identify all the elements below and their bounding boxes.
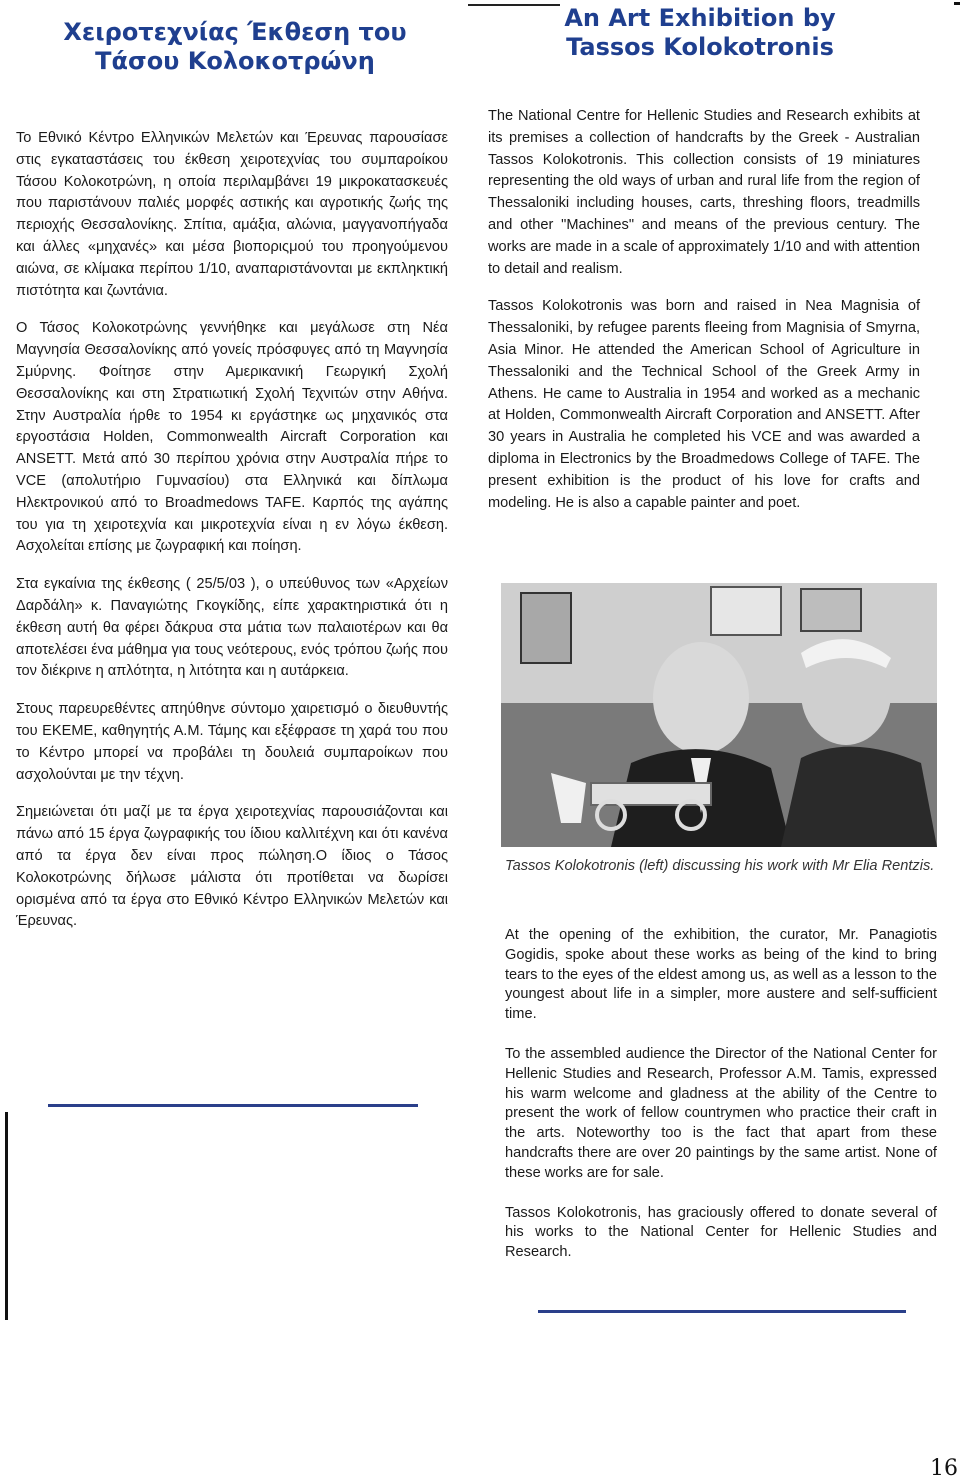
greek-paragraph: Σημειώνεται ότι μαζί με τα έργα χειροτεχνίας παρουσιάζονται και πάνω από 15 έργα ζωγραφικής του ίδιου καλλιτέχνη και ότι κανένα από τα έργα δεν είναι προς πώληση.Ο ίδιος ο Τάσος Κολοκοτρώνης δήλωσε μάλιστα ότι προτίθεται να δωρίσει ορισμένα από τα έργα στο Εθνικό Κέντρο Ελληνικών Μελετών και Έρευνας. [16, 804, 448, 930]
english-article-column-top [488, 106, 920, 530]
english-title [500, 4, 900, 62]
greek-paragraph: Στα εγκαίνια της έκθεσης ( 25/5/03 ), ο υπεύθυνος των «Αρχείων Δαρδάλη» κ. Παναγιώτης Γκογκίδης, είπε χαρακτηριστικά ότι η έκθεση αυτή θα φέρει δάκρυα στα μάτια των παλαιοτέρων και θα αποτελέσει ένα μάθημα για τους νεότερους, ενός τρόπου ζωής που τον διέκρινε η απλότητα, η λιτότητα και η αυτάρκεια. [16, 576, 448, 680]
english-end-rule [538, 1310, 906, 1313]
greek-title-line-2: Τάσου Κολοκοτρώνη [95, 46, 375, 75]
greek-paragraph: Στους παρευρεθέντες απηύθηνε σύντομο χαιρετισμό ο διευθυντής του ΕΚΕΜΕ, καθηγητής Α.Μ. Τάμης και εξέφρασε τη χαρά του που το Κέντρο μπορεί να προβάλει τη δουλειά συμπαροίκων που ασχολούνται με την τέχνη. [16, 701, 448, 783]
greek-article-column [16, 128, 448, 949]
english-paragraph: To the assembled audience the Director of the National Center for Hellenic Studies and Research, Professor A.M. Tamis, expressed his warm welcome and gladness at the ability of the Centre to present the work of fellow countrymen who practice their craft in the arts. Noteworthy too is the fact that apart from these handcrafts there are over 20 paintings by the same artist. None of these works are for sale. [505, 1045, 937, 1181]
corner-mark [954, 2, 960, 5]
greek-paragraph: Το Εθνικό Κέντρο Ελληνικών Μελετών και Έρευνας παρουσίασε στις εγκαταστάσεις του έκθεση χειροτεχνίας του συμπαροίκου Τάσου Κολοκοτρώνη, η οποία περιλαμβάνει 19 μικροκατασκευές που παριστάνουν παλιές μορφές αστικής και αγροτικής ζωής της περιοχής Θεσσαλονίκης. Σπίτια, αμάξια, αλώνια, μαγγανοπήγαδα και άλλες «μηχανές» και μέσα βιοποριςμού του προηγούμενου αιώνα, σε κλίμακα περίπου 1/10, αναπαριστάνονται με εκπληκτική πιστότητα και ζωντάνια. [16, 130, 448, 299]
greek-title-line-1: Χειροτεχνίας Έκθεση του [63, 18, 407, 46]
page-number: 16 [930, 1456, 958, 1481]
greek-title [20, 18, 450, 76]
margin-bar [5, 1112, 8, 1320]
photo-caption: Tassos Kolokotronis (left) discussing his work with Mr Elia Rentzis. [505, 858, 935, 874]
english-paragraph: The National Centre for Hellenic Studies and Research exhibits at its premises a collection of handcrafts by the Greek - Australian Tassos Kolokotronis. This collection consists of 19 miniatures representing the old ways of urban and rural life from the region of Thessaloniki including houses, carts, threshing floors, treadmills and other "Machines" and means of the previous century. The works are made in a scale of approximately 1/10 and with attention to detail and realism. [488, 108, 920, 277]
english-title-line-2: Tassos Kolokotronis [566, 32, 834, 61]
english-article-column-bottom [505, 926, 937, 1283]
greek-paragraph: Ο Τάσος Κολοκοτρώνης γεννήθηκε και μεγάλωσε στη Νέα Μαγνησία Θεσσαλονίκης από γονείς πρόσφυγες από τη Μαγνησία Σμύρνης. Φοίτησε στην Αμερικανική Γεωργική Σχολή Θεσσαλονίκης και στη Στρατιωτική Σχολή Τεχνιτών στην Αθήνα. Στην Αυστραλία ήρθε το 1954 κι εργάστηκε ως μηχανικός στα εργοστάσια Holden, Commonwealth Aircraft Corporation και ANSETT. Μετά από 30 περίπου χρόνια στην Αυστραλία πήρε το VCE (απολυτήριο Γυμνασίου) στα Ελληνικά και δίπλωμα Ηλεκτρονικού από το Broadmedows TAFE. Καρπός της αγάπης του για τη χειροτεχνία και μικροτεχνία είναι η εν λόγω έκθεση. Ασχολείται επίσης με ζωγραφική και ποίηση. [16, 320, 448, 555]
english-title-line-1: An Art Exhibition by [564, 4, 836, 32]
english-paragraph: Tassos Kolokotronis was born and raised in Nea Magnisia of Thessaloniki, by refugee parents fleeing from Magnisia of Smyrna, Asia Minor. He attended the American School of Agriculture in Thessaloniki and the Technical School of the Greek Army in Athens. He came to Australia in 1954 and worked as a mechanic at Holden, Commonwealth Aircraft Corporation and ANSETT. After 30 years in Australia he completed his VCE and was awarded a diploma in Electronics by the Broadmedows College of TAFE. The present exhibition is the product of his love for crafts and modeling. He is also a capable painter and poet. [488, 298, 920, 511]
english-paragraph: Tassos Kolokotronis, has graciously offered to donate several of his works to the National Center for Hellenic Studies and Research. [505, 1204, 937, 1261]
greek-end-rule [48, 1104, 418, 1107]
english-paragraph: At the opening of the exhibition, the curator, Mr. Panagiotis Gogidis, spoke about these works as being of the kind to bring tears to the eyes of the eldest among us, as well as a lesson to the youngest about life in a simpler, more austere and self-sufficient time. [505, 927, 937, 1023]
exhibition-photo [501, 583, 937, 847]
